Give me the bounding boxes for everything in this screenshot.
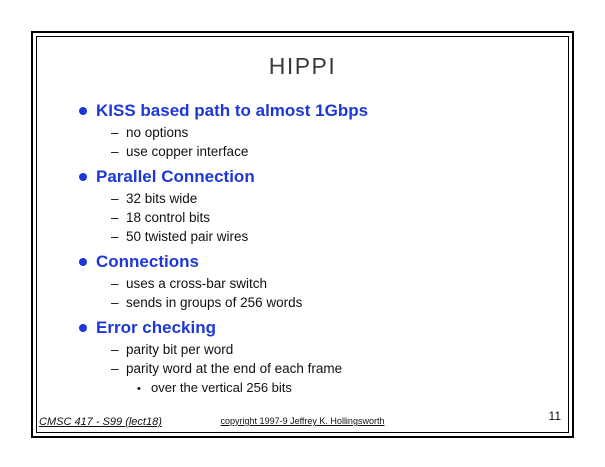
sub-bullet-label: 32 bits wide <box>126 191 198 206</box>
page-number: 11 <box>548 409 561 423</box>
bullet-label: Parallel Connection <box>96 167 255 186</box>
sub-bullet-item <box>37 293 568 312</box>
bullet-label: Connections <box>96 252 199 271</box>
bullet-label: KISS based path to almost 1Gbps <box>96 101 369 120</box>
sub-bullet-label: sends in groups of 256 words <box>126 295 303 310</box>
dash-icon: – <box>111 125 119 140</box>
sub-sub-bullet-item <box>37 378 568 399</box>
slide-title: HIPPI <box>268 53 337 79</box>
sub-sub-bullet-label: over the vertical 256 bits <box>151 380 292 395</box>
slide-outer-border <box>31 31 574 438</box>
sub-bullet-item <box>37 123 568 142</box>
bullet-item <box>37 100 568 121</box>
sub-bullet-item <box>37 227 568 246</box>
dash-icon: – <box>111 144 119 159</box>
sub-bullet-item <box>37 142 568 161</box>
sub-bullet-label: use copper interface <box>126 144 249 159</box>
sub-bullet-item <box>37 340 568 359</box>
bullet-item <box>37 166 568 187</box>
dash-icon: – <box>111 276 119 291</box>
slide-body <box>37 100 568 399</box>
dash-icon: – <box>111 361 119 376</box>
sub-bullet-item <box>37 189 568 208</box>
sub-bullet-label: 18 control bits <box>126 210 211 225</box>
bullet-label: Error checking <box>96 318 216 337</box>
dash-icon: – <box>111 210 119 225</box>
slide-inner-border <box>36 36 569 433</box>
dash-icon: – <box>111 295 119 310</box>
footer-course-label: CMSC 417 - S99 (lect18) <box>39 416 162 428</box>
sub-bullet-label: uses a cross-bar switch <box>126 276 268 291</box>
bullet-item <box>37 317 568 338</box>
sub-bullet-label: 50 twisted pair wires <box>126 229 249 244</box>
footer-copyright: copyright 1997-9 Jeffrey K. Hollingsworth <box>220 416 385 426</box>
bullet-dot-icon <box>79 324 87 332</box>
sub-bullet-label: parity bit per word <box>126 342 234 357</box>
sub-bullet-item <box>37 208 568 227</box>
bullet-dot-icon <box>79 258 87 266</box>
dash-icon: – <box>111 229 119 244</box>
bullet-dot-icon <box>79 173 87 181</box>
bullet-dot-icon <box>79 107 87 115</box>
dash-icon: – <box>111 342 119 357</box>
sub-bullet-item <box>37 359 568 378</box>
dash-icon: – <box>111 191 119 206</box>
bullet-item <box>37 251 568 272</box>
small-bullet-icon: • <box>137 383 141 395</box>
sub-bullet-label: no options <box>126 125 189 140</box>
sub-bullet-label: parity word at the end of each frame <box>126 361 343 376</box>
sub-bullet-item <box>37 274 568 293</box>
